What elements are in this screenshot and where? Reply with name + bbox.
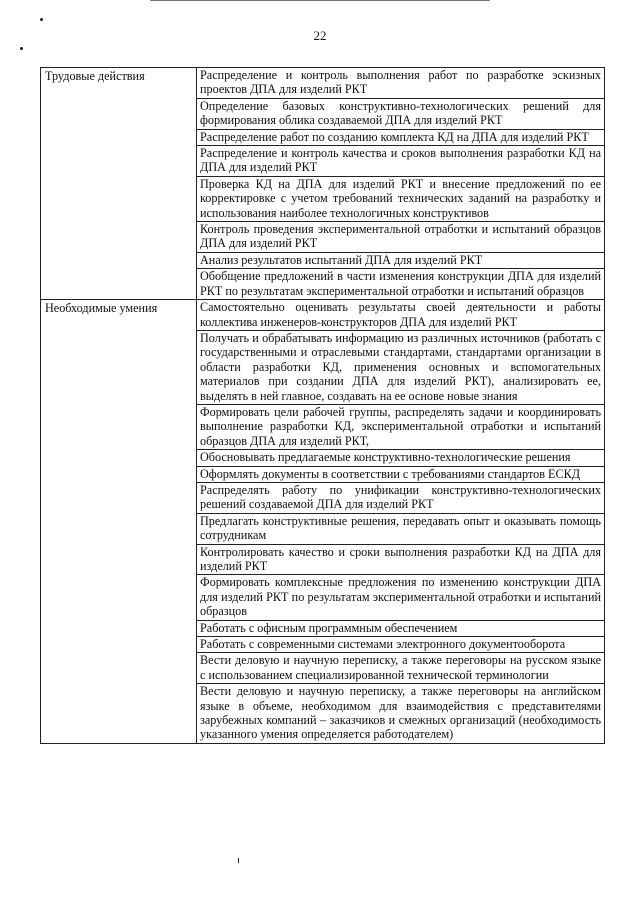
row-label: Трудовые действия [41,68,197,300]
list-item: Распределение работ по созданию комплекта КД на ДПА для изделий РКТ [197,129,604,145]
list-item: Проверка КД на ДПА для изделий РКТ и внесение предложений по ее корректировке с учетом требований технических заданий на разработку и использования наиболее технологичных конструктивов [197,176,604,221]
list-item: Формировать цели рабочей группы, распределять задачи и координировать выполнение разработки КД, экспериментальной отработки и испытаний образцов ДПА для изделий РКТ, [197,404,604,449]
list-item: Контролировать качество и сроки выполнения разработки КД на ДПА для изделий РКТ [197,544,604,575]
list-item: Работать с офисным программным обеспечением [197,620,604,636]
scan-speck [238,858,239,863]
page-number: 22 [313,28,327,43]
list-item: Анализ результатов испытаний ДПА для изделий РКТ [197,252,604,268]
list-item: Вести деловую и научную переписку, а также переговоры на английском языке в объеме, необходимом для взаимодействия с представителями зарубежных компаний – заказчиков и смежных организаций (необходимость указанного умения определяется работодателем) [197,683,604,743]
list-item: Получать и обрабатывать информацию из различных источников (работать с государственными и отраслевыми стандартами, стандартами организации в области разработки КД, применения основных и вспомогательных материалов при создании ДПА для изделий РКТ), анализировать ее, выделять в ней главное, создавать на ее основе новые знания [197,330,604,404]
list-item: Распределение и контроль выполнения работ по разработке эскизных проектов ДПА для изделий РКТ [200,68,601,97]
row-items [197,68,605,300]
list-item: Формировать комплексные предложения по изменению конструкции ДПА для изделий РКТ по результатам экспериментальной отработки и испытаний образцов [197,574,604,619]
list-item: Оформлять документы в соответствии с требованиями стандартов ЕСКД [197,466,604,482]
scan-edge-line [150,0,490,1]
list-item: Предлагать конструктивные решения, передавать опыт и оказывать помощь сотрудникам [197,513,604,544]
list-item: Работать с современными системами электронного документооборота [197,636,604,652]
list-item: Самостоятельно оценивать результаты своей деятельности и работы коллектива инженеров-конструкторов ДПА для изделий РКТ [200,300,601,329]
table-row-labor-actions [41,68,605,300]
row-items [197,300,605,744]
row-label: Необходимые умения [41,300,197,744]
scan-speck [40,18,43,21]
list-item: Обосновывать предлагаемые конструктивно-технологические решения [197,449,604,465]
competency-table [40,67,605,744]
list-item: Контроль проведения экспериментальной отработки и испытаний образцов ДПА для изделий РКТ [197,221,604,252]
list-item: Обобщение предложений в части изменения конструкции ДПА для изделий РКТ по результатам экспериментальной отработки и испытаний образцов [197,268,604,299]
scan-speck [20,47,23,50]
list-item: Вести деловую и научную переписку, а также переговоры на русском языке с использованием специализированной технической терминологии [197,652,604,683]
table-row-required-skills [41,300,605,744]
list-item: Определение базовых конструктивно-технологических решений для формирования облика создаваемой ДПА для изделий РКТ [197,98,604,129]
list-item: Распределение и контроль качества и сроков выполнения разработки КД на ДПА для изделий РКТ [197,145,604,176]
list-item: Распределять работу по унификации конструктивно-технологических решений создаваемой ДПА для изделий РКТ [197,482,604,513]
